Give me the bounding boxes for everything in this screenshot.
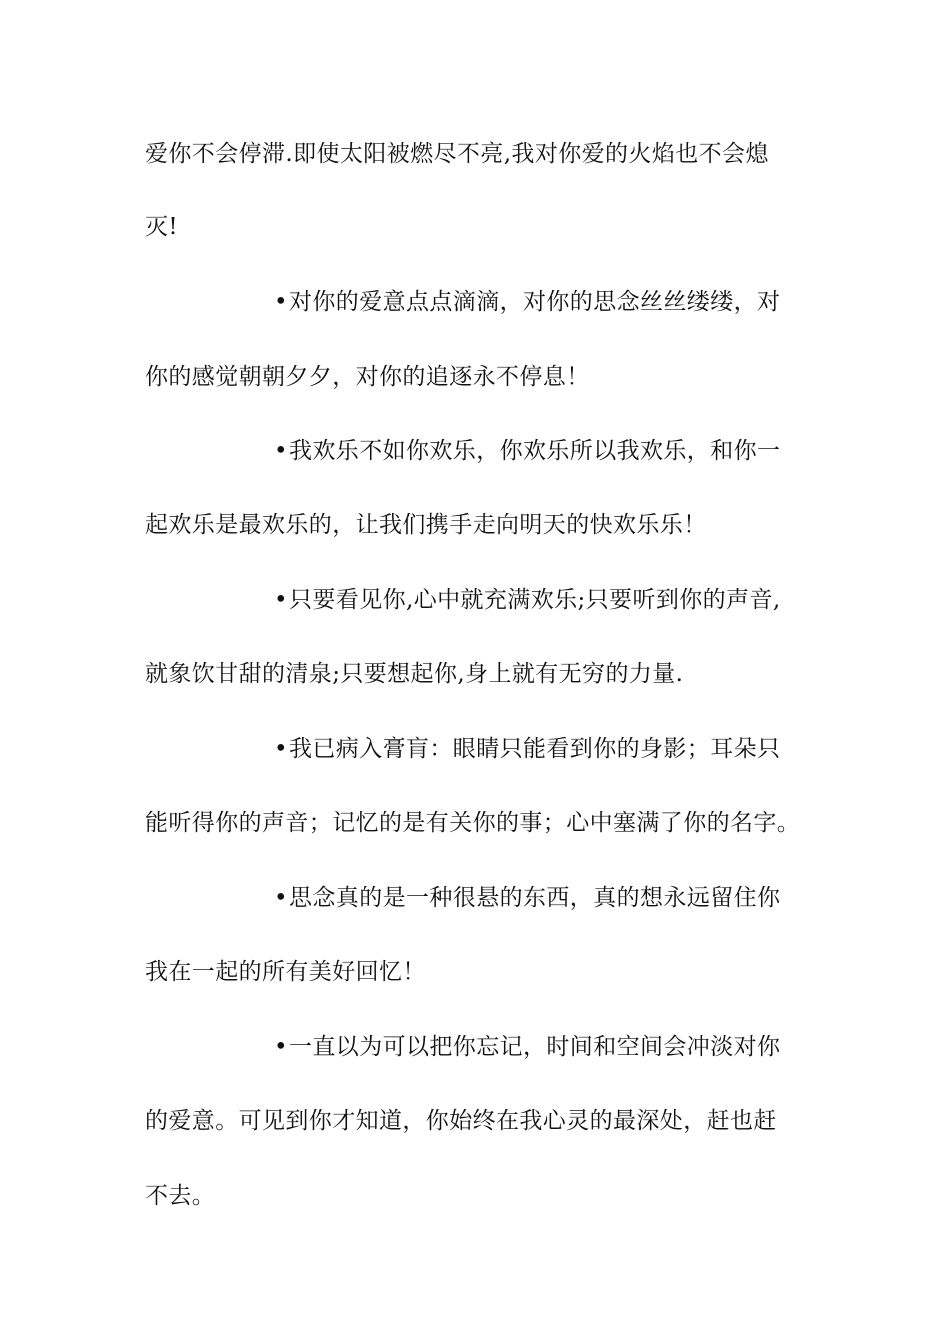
bullet-paragraph-4 bbox=[273, 734, 810, 764]
bullet-icon: • bbox=[274, 736, 288, 762]
text-line-12: 我在一起的所有美好回忆！ bbox=[145, 959, 426, 985]
text-line-9: 我已病入膏肓：眼睛只能看到你的身影；耳朵只 bbox=[289, 736, 781, 762]
bullet-icon: • bbox=[274, 289, 288, 315]
text-line-3: 对你的爱意点点滴滴，对你的思念丝丝缕缕，对 bbox=[289, 289, 781, 315]
bullet-paragraph-3 bbox=[273, 585, 810, 615]
bullet-icon: • bbox=[274, 885, 288, 911]
text-line-13: 一直以为可以把你忘记，时间和空间会冲淡对你 bbox=[289, 1034, 781, 1060]
bullet-paragraph-1 bbox=[273, 287, 810, 317]
text-line-1: 爱你不会停滞.即使太阳被燃尽不亮,我对你爱的火焰也不会熄 bbox=[145, 141, 769, 167]
text-line-7: 只要看见你,心中就充满欢乐;只要听到你的声音, bbox=[289, 587, 781, 613]
text-line-8: 就象饮甘甜的清泉;只要想起你,身上就有无穷的力量. bbox=[145, 661, 684, 687]
text-line-14: 的爱意。可见到你才知道，你始终在我心灵的最深处，赶也赶 bbox=[145, 1108, 777, 1134]
bullet-paragraph-2 bbox=[273, 436, 810, 466]
text-line-11: 思念真的是一种很悬的东西，真的想永远留住你 bbox=[289, 885, 781, 911]
text-line-4: 你的感觉朝朝夕夕，对你的追逐永不停息！ bbox=[145, 364, 590, 390]
text-line-5: 我欢乐不如你欢乐，你欢乐所以我欢乐，和你一 bbox=[289, 438, 781, 464]
bullet-icon: • bbox=[274, 438, 288, 464]
text-line-10: 能听得你的声音；记忆的是有关你的事；心中塞满了你的名字。 bbox=[145, 810, 801, 836]
bullet-icon: • bbox=[274, 587, 288, 613]
text-line-2: 灭! bbox=[145, 214, 179, 240]
text-line-15: 不去。 bbox=[145, 1183, 216, 1209]
bullet-paragraph-6 bbox=[273, 1032, 810, 1062]
bullet-icon: • bbox=[274, 1034, 288, 1060]
text-line-6: 起欢乐是最欢乐的，让我们携手走向明天的快欢乐乐！ bbox=[145, 512, 707, 538]
bullet-paragraph-5 bbox=[273, 883, 810, 913]
